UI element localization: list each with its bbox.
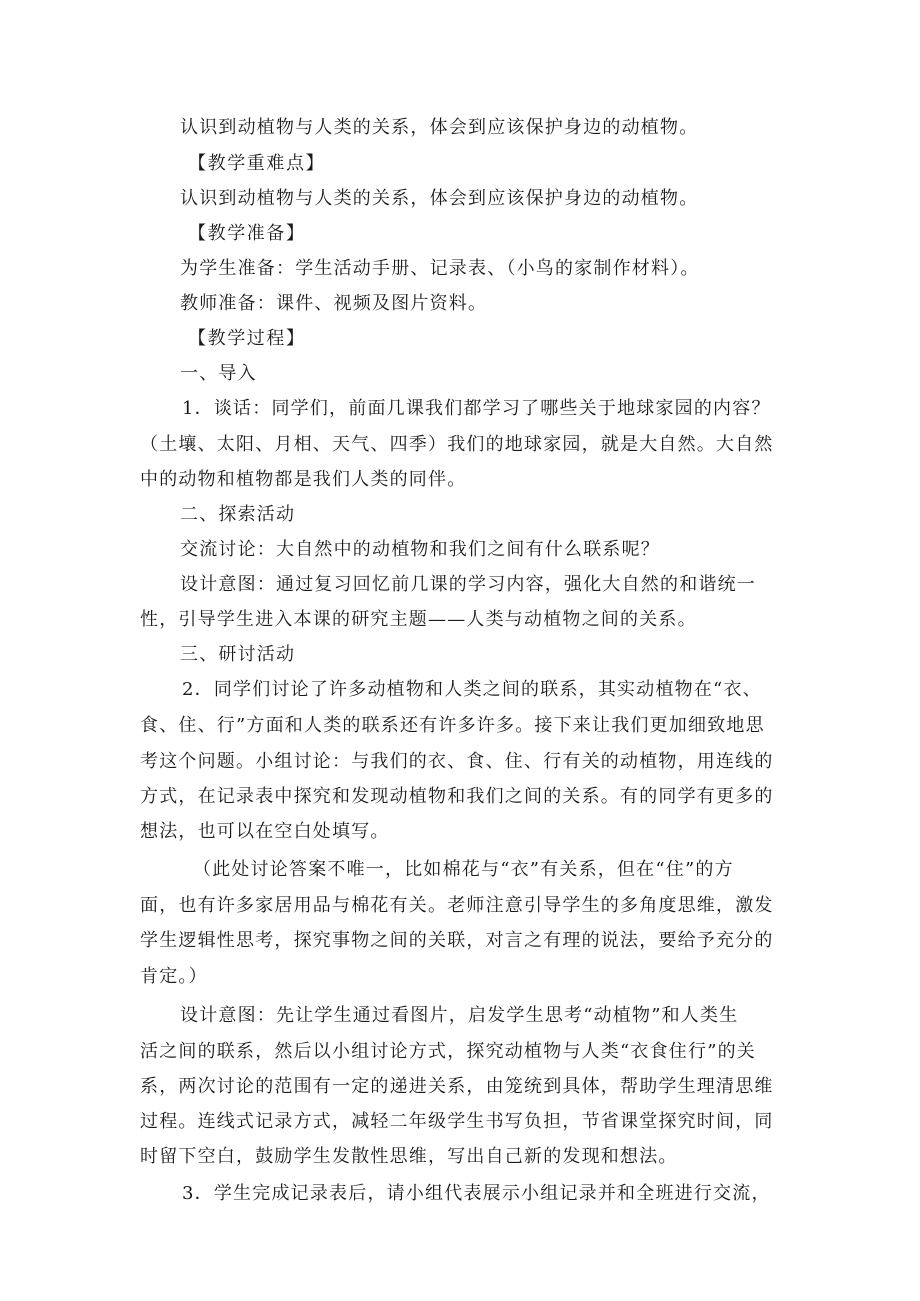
paragraph-line: 性，引导学生进入本课的研究主题——人类与动植物之间的关系。	[140, 609, 697, 630]
subsection-heading-explore: 二、探索活动	[180, 504, 296, 525]
paragraph-line: 认识到动植物与人类的关系，体会到应该保护身边的动植物。	[180, 117, 699, 138]
paragraph-line: 学生逻辑性思考，探究事物之间的关联，对言之有理的说法，要给予充分的	[140, 930, 774, 951]
paragraph-line: 活之间的联系，然后以小组讨论方式，探究动植物与人类“衣食住行”的关	[140, 1041, 757, 1062]
section-heading-preparation: 【教学准备】	[188, 223, 306, 244]
paragraph-line: 面，也有许多家居用品与棉花有关。老师注意引导学生的多角度思维，激发	[140, 895, 774, 916]
paragraph-line: 想法，也可以在空白处填写。	[140, 821, 390, 842]
section-heading-process: 【教学过程】	[188, 328, 306, 349]
paragraph-line: 方式，在记录表中探究和发现动植物和我们之间的关系。有的同学有更多的	[140, 786, 774, 807]
paragraph-line: （此处讨论答案不唯一，比如棉花与“衣”有关系，但在“住”的方	[193, 859, 734, 880]
paragraph-line: 食、住、行”方面和人类的联系还有许多许多。接下来让我们更加细致地思	[140, 715, 765, 736]
paragraph-line: 3．学生完成记录表后，请小组代表展示小组记录并和全班进行交流，	[182, 1183, 771, 1204]
paragraph-line: 肯定。）	[140, 966, 208, 987]
paragraph-line: 2．同学们讨论了许多动植物和人类之间的联系，其实动植物在“衣、	[182, 679, 762, 700]
paragraph-line: 中的动物和植物都是我们人类的同伴。	[140, 469, 467, 490]
subsection-heading-intro: 一、导入	[180, 363, 257, 384]
paragraph-line: 考这个问题。小组讨论：与我们的衣、食、住、行有关的动植物，用连线的	[140, 751, 774, 772]
paragraph-line: 时留下空白，鼓励学生发散性思维，写出自己新的发现和想法。	[140, 1146, 678, 1167]
paragraph-line: （土壤、太阳、月相、天气、四季）我们的地球家园，就是大自然。大自然	[140, 434, 774, 455]
paragraph-line: 认识到动植物与人类的关系，体会到应该保护身边的动植物。	[180, 188, 699, 209]
section-heading-key-points: 【教学重难点】	[188, 153, 326, 174]
paragraph-line: 设计意图：先让学生通过看图片，启发学生思考“动植物”和人类生	[180, 1005, 739, 1026]
paragraph-line: 设计意图：通过复习回忆前几课的学习内容，强化大自然的和谐统一	[180, 574, 756, 595]
paragraph-line: 过程。连线式记录方式，减轻二年级学生书写负担，节省课堂探究时间，同	[140, 1111, 774, 1132]
paragraph-line: 教师准备：课件、视频及图片资料。	[180, 293, 488, 314]
subsection-heading-discussion: 三、研讨活动	[180, 644, 296, 665]
paragraph-line: 系，两次讨论的范围有一定的递进关系，由笼统到具体，帮助学生理清思维	[140, 1076, 774, 1097]
paragraph-line: 交流讨论：大自然中的动植物和我们之间有什么联系呢？	[180, 539, 660, 560]
paragraph-line: 为学生准备：学生活动手册、记录表、（小鸟的家制作材料）。	[180, 258, 700, 279]
paragraph-line: 1．谈话：同学们，前面几课我们都学习了哪些关于地球家园的内容？	[182, 398, 771, 419]
